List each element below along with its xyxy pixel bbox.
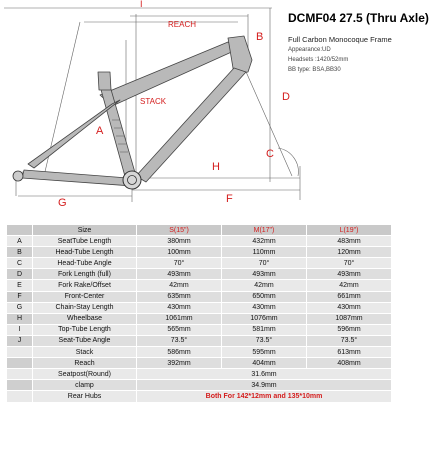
row-value-l: 661mm bbox=[307, 291, 392, 302]
row-value-s: 586mm bbox=[137, 347, 222, 358]
label-d: D bbox=[282, 91, 290, 103]
row-value-l: 73.5° bbox=[307, 335, 392, 346]
table-row bbox=[7, 358, 392, 369]
row-value-m: 1076mm bbox=[222, 313, 307, 324]
row-value-l: 408mm bbox=[307, 358, 392, 369]
row-label: Fork Length (full) bbox=[33, 269, 137, 280]
merged-code bbox=[7, 391, 33, 402]
row-value-m: 73.5° bbox=[222, 335, 307, 346]
row-value-m: 404mm bbox=[222, 358, 307, 369]
row-value-l: 70° bbox=[307, 258, 392, 269]
table-row bbox=[7, 347, 392, 358]
row-code: C bbox=[7, 258, 33, 269]
row-value-m: 42mm bbox=[222, 280, 307, 291]
frame-geometry-diagram bbox=[0, 0, 400, 222]
row-value-s: 100mm bbox=[137, 247, 222, 258]
row-value-l: 493mm bbox=[307, 269, 392, 280]
row-code: E bbox=[7, 280, 33, 291]
merged-code bbox=[7, 369, 33, 380]
row-value-l: 483mm bbox=[307, 236, 392, 247]
table-merged-row bbox=[7, 391, 392, 402]
row-label: Top-Tube Length bbox=[33, 324, 137, 335]
row-label: Head-Tube Length bbox=[33, 247, 137, 258]
row-label: Chain-Stay Length bbox=[33, 302, 137, 313]
label-c: C bbox=[266, 148, 274, 160]
row-label: Stack bbox=[33, 347, 137, 358]
label-g: G bbox=[58, 197, 67, 209]
row-value-s: 1061mm bbox=[137, 313, 222, 324]
row-value-m: 432mm bbox=[222, 236, 307, 247]
label-h: H bbox=[212, 161, 220, 173]
table-row bbox=[7, 269, 392, 280]
row-code: A bbox=[7, 236, 33, 247]
table-row bbox=[7, 335, 392, 346]
row-value-m: 650mm bbox=[222, 291, 307, 302]
row-value-m: 493mm bbox=[222, 269, 307, 280]
row-label: Front-Center bbox=[33, 291, 137, 302]
row-code: F bbox=[7, 291, 33, 302]
row-value-s: 635mm bbox=[137, 291, 222, 302]
table-row bbox=[7, 291, 392, 302]
row-label: Reach bbox=[33, 358, 137, 369]
row-code: G bbox=[7, 302, 33, 313]
header-size-l: L(19") bbox=[307, 225, 392, 236]
row-value-l: 120mm bbox=[307, 247, 392, 258]
spec-bb-type: BB type: BSA,BB30 bbox=[288, 67, 341, 73]
label-a: A bbox=[96, 125, 104, 137]
row-value-m: 595mm bbox=[222, 347, 307, 358]
row-value-m: 581mm bbox=[222, 324, 307, 335]
model-title: DCMF04 27.5 (Thru Axle) bbox=[288, 11, 429, 25]
row-value-s: 565mm bbox=[137, 324, 222, 335]
row-value-m: 110mm bbox=[222, 247, 307, 258]
table-header-row bbox=[7, 225, 392, 236]
row-value-l: 42mm bbox=[307, 280, 392, 291]
merged-value: Both For 142*12mm and 135*10mm bbox=[137, 391, 392, 402]
merged-label: Rear Hubs bbox=[33, 391, 137, 402]
table-row bbox=[7, 313, 392, 324]
row-label: Fork Rake/Offset bbox=[33, 280, 137, 291]
row-value-l: 596mm bbox=[307, 324, 392, 335]
table-row bbox=[7, 236, 392, 247]
row-label: Seat-Tube Angle bbox=[33, 335, 137, 346]
spec-headsets: Headsets :1420/52mm bbox=[288, 57, 349, 63]
row-label: SeatTube Length bbox=[33, 236, 137, 247]
row-code: I bbox=[7, 324, 33, 335]
merged-value: 34.9mm bbox=[137, 380, 392, 391]
row-label: Wheelbase bbox=[33, 313, 137, 324]
table-merged-row bbox=[7, 369, 392, 380]
row-value-l: 430mm bbox=[307, 302, 392, 313]
row-code: D bbox=[7, 269, 33, 280]
row-value-m: 70° bbox=[222, 258, 307, 269]
label-f: F bbox=[226, 193, 233, 205]
row-value-m: 430mm bbox=[222, 302, 307, 313]
row-value-s: 73.5° bbox=[137, 335, 222, 346]
label-i: I bbox=[140, 0, 143, 9]
row-code: H bbox=[7, 313, 33, 324]
row-value-s: 392mm bbox=[137, 358, 222, 369]
row-value-s: 380mm bbox=[137, 236, 222, 247]
label-b: B bbox=[256, 31, 264, 43]
row-code bbox=[7, 358, 33, 369]
row-value-s: 42mm bbox=[137, 280, 222, 291]
geometry-table bbox=[6, 224, 392, 403]
bottom-bracket bbox=[123, 171, 141, 189]
spec-appearance: Appearance:UD bbox=[288, 47, 331, 53]
row-value-l: 613mm bbox=[307, 347, 392, 358]
header-size: Size bbox=[33, 225, 137, 236]
rear-dropout bbox=[13, 171, 23, 181]
header-size-m: M(17") bbox=[222, 225, 307, 236]
row-code: J bbox=[7, 335, 33, 346]
table-row bbox=[7, 324, 392, 335]
header-size-s: S(15") bbox=[137, 225, 222, 236]
header-code bbox=[7, 225, 33, 236]
table-merged-row bbox=[7, 380, 392, 391]
row-label: Head-Tube Angle bbox=[33, 258, 137, 269]
merged-label: clamp bbox=[33, 380, 137, 391]
table-row bbox=[7, 280, 392, 291]
row-code: B bbox=[7, 247, 33, 258]
label-reach: REACH bbox=[168, 20, 197, 29]
table-row bbox=[7, 302, 392, 313]
merged-value: 31.6mm bbox=[137, 369, 392, 380]
row-value-l: 1087mm bbox=[307, 313, 392, 324]
label-stack: STACK bbox=[140, 97, 167, 106]
row-value-s: 430mm bbox=[137, 302, 222, 313]
table-row bbox=[7, 258, 392, 269]
model-subtitle: Full Carbon Monocoque Frame bbox=[288, 35, 392, 44]
row-value-s: 70° bbox=[137, 258, 222, 269]
merged-label: Seatpost(Round) bbox=[33, 369, 137, 380]
row-value-s: 493mm bbox=[137, 269, 222, 280]
table-row bbox=[7, 247, 392, 258]
row-code bbox=[7, 347, 33, 358]
merged-code bbox=[7, 380, 33, 391]
